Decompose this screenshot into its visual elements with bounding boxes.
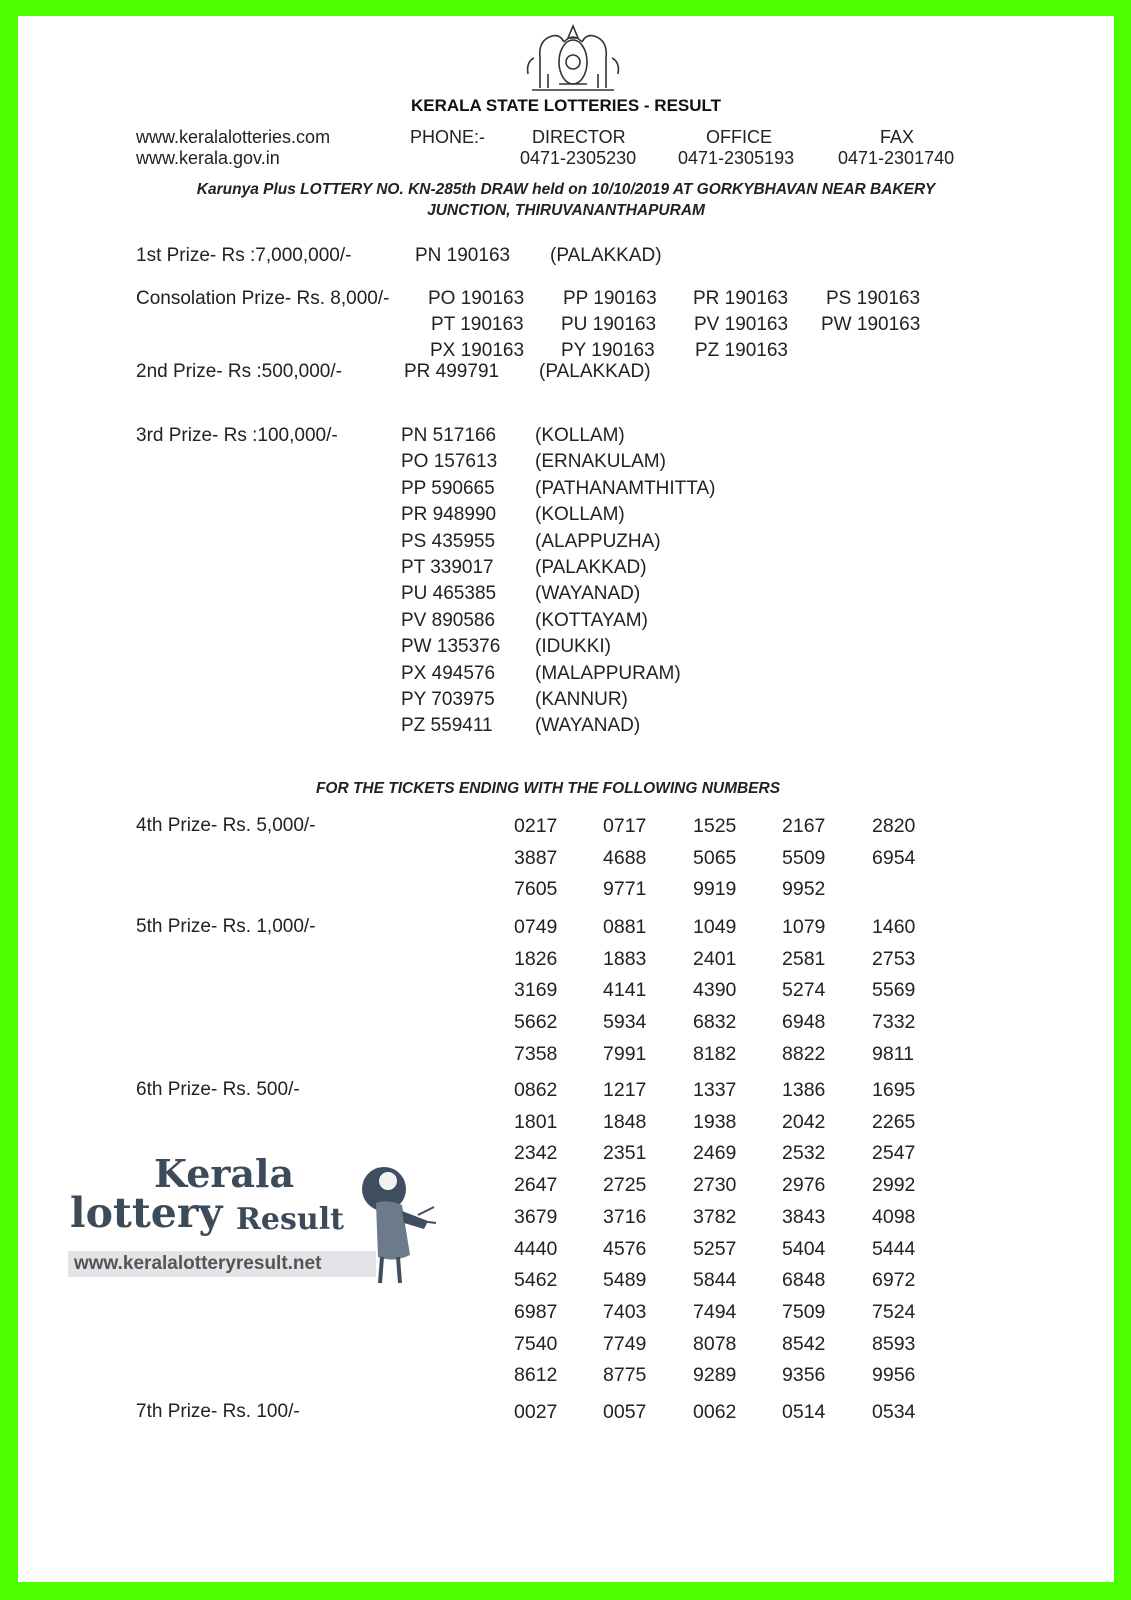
ticket-ending-number: 1883 [603, 947, 647, 970]
ticket-ending-number: 6948 [782, 1011, 826, 1034]
consolation-ticket: PW 190163 [821, 314, 921, 335]
ticket-ending-number: 2532 [782, 1142, 826, 1165]
ticket-ending-number: 5489 [603, 1269, 647, 1292]
ticket-ending-number: 2042 [782, 1110, 826, 1133]
ticket-ending-number: 4576 [603, 1237, 647, 1260]
ticket-ending-number: 5934 [603, 1011, 647, 1034]
site-watermark-logo [68, 1151, 448, 1311]
ticket-ending-number: 8775 [603, 1364, 647, 1387]
ticket-ending-number: 9956 [872, 1364, 916, 1387]
ticket-ending-number: 2342 [514, 1142, 558, 1165]
ticket-ending-number: 1938 [693, 1110, 737, 1133]
director-label: DIRECTOR [532, 127, 626, 147]
ticket-ending-number: 1079 [782, 916, 826, 938]
third-prize-place: (MALAPPURAM) [535, 662, 681, 684]
ticket-ending-number: 9356 [782, 1364, 826, 1387]
ticket-ending-number: 8182 [693, 1042, 737, 1065]
ticket-ending-number: 7509 [782, 1300, 826, 1323]
first-prize-place: (PALAKKAD) [550, 245, 662, 266]
ticket-ending-number: 1848 [603, 1110, 647, 1133]
ticket-ending-number: 1826 [514, 947, 558, 970]
first-prize-ticket: PN 190163 [415, 245, 511, 266]
office-phone: 0471-2305193 [678, 148, 795, 168]
ticket-ending-number: 1525 [693, 815, 737, 837]
sixth-prize-label: 6th Prize- Rs. 500/- [136, 1079, 300, 1100]
website-link[interactable]: www.keralalotteries.com [136, 127, 331, 147]
director-phone: 0471-2305230 [520, 148, 637, 168]
consolation-ticket: PY 190163 [561, 340, 655, 361]
ticket-ending-number: 4141 [603, 979, 647, 1002]
ticket-ending-number: 6987 [514, 1300, 558, 1323]
page-title: KERALA STATE LOTTERIES - RESULT [410, 96, 722, 115]
ticket-ending-number: 7494 [693, 1300, 737, 1323]
third-prize-ticket: PS 435955 [401, 530, 496, 552]
ticket-ending-number: 0749 [514, 916, 558, 938]
ticket-ending-number: 5065 [693, 846, 737, 869]
ticket-ending-number: 5509 [782, 846, 826, 869]
consolation-ticket: PR 190163 [693, 288, 789, 309]
ticket-ending-number: 5444 [872, 1237, 916, 1260]
consolation-ticket: PO 190163 [428, 288, 525, 309]
ticket-ending-number: 2581 [782, 947, 826, 970]
ticket-ending-number: 2820 [872, 815, 916, 837]
ticket-ending-number: 5662 [514, 1011, 558, 1034]
ticket-ending-number: 1801 [514, 1110, 558, 1133]
ticket-ending-number: 4390 [693, 979, 737, 1002]
ticket-ending-number: 7403 [603, 1300, 647, 1323]
third-prize-ticket: PN 517166 [401, 425, 497, 446]
fax-phone: 0471-2301740 [838, 148, 955, 168]
ticket-ending-number: 2647 [514, 1174, 558, 1197]
draw-info: Karunya Plus LOTTERY NO. KN-285th DRAW held on 10/10/2019 AT GORKYBHAVAN NEAR BAKERY [196, 181, 936, 198]
ticket-ending-number: 0862 [514, 1079, 558, 1101]
ticket-ending-number: 1695 [872, 1079, 916, 1101]
ticket-ending-number: 7524 [872, 1300, 916, 1323]
third-prize-place: (IDUKKI) [535, 636, 611, 658]
ticket-ending-number: 0514 [782, 1401, 826, 1423]
third-prize-place: (KANNUR) [535, 689, 628, 710]
ticket-ending-number: 8822 [782, 1042, 826, 1065]
ticket-ending-number: 2351 [603, 1142, 647, 1165]
third-prize-ticket: PX 494576 [401, 662, 496, 684]
ticket-ending-number: 1217 [603, 1079, 647, 1101]
third-prize-place: (WAYANAD) [535, 715, 641, 737]
ticket-ending-number: 3169 [514, 979, 558, 1002]
ticket-ending-number: 2469 [693, 1142, 737, 1165]
ticket-ending-number: 2265 [872, 1110, 916, 1133]
third-prize-label: 3rd Prize- Rs :100,000/- [136, 425, 338, 446]
ticket-ending-number: 2167 [782, 815, 826, 837]
ticket-ending-number: 1049 [693, 916, 737, 938]
ticket-ending-number: 5462 [514, 1269, 558, 1292]
ticket-ending-number: 6832 [693, 1011, 737, 1034]
ticket-ending-number: 8078 [693, 1332, 737, 1355]
logo-text: Result [236, 1202, 344, 1237]
ticket-ending-number: 0881 [603, 916, 647, 938]
ticket-ending-number: 3887 [514, 846, 558, 869]
ticket-ending-number: 6848 [782, 1269, 826, 1292]
third-prize-ticket: PU 465385 [401, 583, 497, 605]
kerala-emblem-icon [518, 18, 628, 96]
ticket-ending-number: 0717 [603, 815, 647, 837]
ticket-ending-number: 1337 [693, 1079, 737, 1101]
ticket-ending-number: 6972 [872, 1269, 916, 1292]
third-prize-ticket: PP 590665 [401, 477, 495, 499]
ticket-ending-number: 4098 [872, 1205, 916, 1228]
ticket-ending-number: 9952 [782, 878, 826, 900]
ticket-ending-number: 9771 [603, 878, 647, 900]
seventh-prize-label: 7th Prize- Rs. 100/- [136, 1401, 300, 1422]
third-prize-ticket: PW 135376 [401, 636, 501, 658]
consolation-label: Consolation Prize- Rs. 8,000/- [136, 288, 390, 309]
ticket-ending-number: 4440 [514, 1237, 558, 1260]
consolation-ticket: PT 190163 [431, 314, 524, 335]
ticket-ending-number: 3716 [603, 1205, 647, 1228]
ticket-ending-number: 3782 [693, 1205, 737, 1228]
third-prize-place: (ALAPPUZHA) [535, 530, 661, 552]
draw-venue: JUNCTION, THIRUVANANTHAPURAM [427, 202, 705, 219]
result-sheet [18, 16, 1114, 1582]
ticket-ending-number: 0057 [603, 1401, 647, 1423]
ticket-ending-number: 4688 [603, 846, 647, 869]
ticket-ending-number: 9811 [872, 1042, 914, 1065]
second-prize-ticket: PR 499791 [404, 361, 500, 382]
ticket-ending-number: 2725 [603, 1174, 647, 1197]
website-link[interactable]: www.kerala.gov.in [136, 148, 280, 168]
ending-numbers-heading: FOR THE TICKETS ENDING WITH THE FOLLOWING NUMBERS [315, 780, 781, 797]
ticket-ending-number: 2753 [872, 947, 916, 970]
ticket-ending-number: 7605 [514, 878, 558, 900]
second-prize-label: 2nd Prize- Rs :500,000/- [136, 361, 342, 382]
consolation-ticket: PP 190163 [563, 288, 657, 309]
ticket-ending-number: 6954 [872, 846, 916, 869]
ticket-ending-number: 7749 [603, 1332, 647, 1355]
ticket-ending-number: 2547 [872, 1142, 916, 1165]
ticket-ending-number: 7332 [872, 1011, 916, 1034]
third-prize-ticket: PZ 559411 [401, 715, 493, 737]
consolation-ticket: PS 190163 [826, 288, 921, 309]
consolation-ticket: PV 190163 [694, 314, 789, 335]
ticket-ending-number: 3843 [782, 1205, 826, 1228]
second-prize-place: (PALAKKAD) [539, 361, 651, 382]
consolation-ticket: PU 190163 [561, 314, 657, 335]
ticket-ending-number: 2976 [782, 1174, 826, 1197]
ticket-ending-number: 0534 [872, 1401, 916, 1423]
office-label: OFFICE [706, 127, 772, 147]
mascot-figure-icon [358, 1159, 438, 1289]
ticket-ending-number: 7540 [514, 1332, 558, 1355]
third-prize-ticket: PO 157613 [401, 451, 498, 473]
ticket-ending-number: 1460 [872, 916, 916, 938]
consolation-ticket: PZ 190163 [695, 340, 788, 361]
third-prize-place: (PALAKKAD) [535, 557, 647, 578]
ticket-ending-number: 5274 [782, 979, 826, 1002]
third-prize-place: (ERNAKULAM) [535, 451, 666, 473]
third-prize-place: (KOLLAM) [535, 425, 625, 446]
third-prize-ticket: PT 339017 [401, 557, 494, 578]
third-prize-place: (KOLLAM) [535, 504, 625, 526]
ticket-ending-number: 5404 [782, 1237, 826, 1260]
ticket-ending-number: 3679 [514, 1205, 558, 1228]
ticket-ending-number: 8542 [782, 1332, 826, 1355]
consolation-ticket: PX 190163 [430, 340, 525, 361]
fifth-prize-label: 5th Prize- Rs. 1,000/- [136, 916, 316, 937]
ticket-ending-number: 0027 [514, 1401, 558, 1423]
third-prize-place: (PATHANAMTHITTA) [535, 477, 716, 499]
ticket-ending-number: 7358 [514, 1042, 558, 1065]
ticket-ending-number: 5569 [872, 979, 916, 1002]
ticket-ending-number: 2401 [693, 947, 737, 970]
logo-text: lottery [70, 1189, 223, 1237]
ticket-ending-number: 0217 [514, 815, 558, 837]
third-prize-place: (WAYANAD) [535, 583, 641, 605]
ticket-ending-number: 8593 [872, 1332, 916, 1355]
ticket-ending-number: 9919 [693, 878, 737, 900]
ticket-ending-number: 7991 [603, 1042, 647, 1065]
fax-label: FAX [880, 127, 915, 147]
ticket-ending-number: 5257 [693, 1237, 737, 1260]
third-prize-ticket: PV 890586 [401, 609, 496, 631]
ticket-ending-number: 0062 [693, 1401, 737, 1423]
ticket-ending-number: 2992 [872, 1174, 916, 1197]
ticket-ending-number: 9289 [693, 1364, 737, 1387]
logo-text: Kerala [154, 1151, 295, 1196]
logo-url: www.keralalotteryresult.net [74, 1253, 322, 1274]
third-prize-place: (KOTTAYAM) [535, 609, 648, 631]
third-prize-ticket: PY 703975 [401, 689, 495, 710]
phone-label: PHONE:- [410, 127, 486, 147]
ticket-ending-number: 8612 [514, 1364, 558, 1387]
fourth-prize-label: 4th Prize- Rs. 5,000/- [136, 815, 316, 836]
first-prize-label: 1st Prize- Rs :7,000,000/- [136, 245, 352, 266]
ticket-ending-number: 1386 [782, 1079, 826, 1101]
ticket-ending-number: 5844 [693, 1269, 737, 1292]
ticket-ending-number: 2730 [693, 1174, 737, 1197]
third-prize-ticket: PR 948990 [401, 504, 497, 526]
